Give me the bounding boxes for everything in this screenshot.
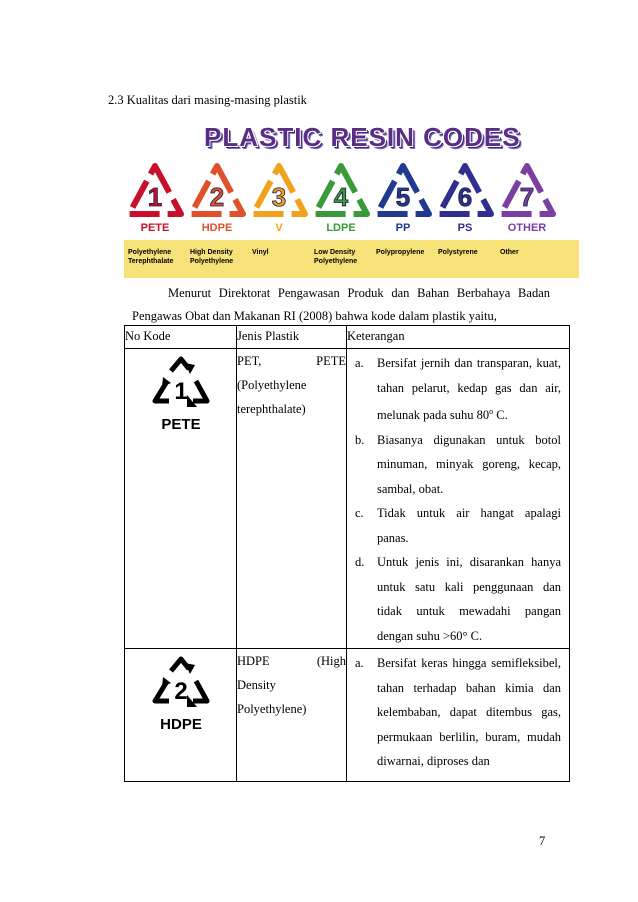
resin-code-abbr: LDPE xyxy=(326,222,356,234)
keterangan-cell xyxy=(346,649,569,782)
resin-code-name: Polypropylene xyxy=(376,249,425,256)
keterangan-item: a. Bersifat jernih dan transparan, kuat, tahan pelarut, kedap gas dan air, melunak pada suhu 80$^o$ C. xyxy=(354,356,561,423)
resin-code-name: Low Density Polyethylene xyxy=(314,249,358,265)
resin-code-name: Other xyxy=(500,249,519,256)
hdpe-recycle-icon xyxy=(149,655,213,737)
resin-code-number: 7 xyxy=(519,182,535,212)
jenis-pete: PETE xyxy=(316,354,346,368)
pete-abbr: PETE xyxy=(160,416,201,433)
table-row xyxy=(125,649,570,782)
keterangan-item: b. Biasanya digunakan untuk botol minuman, minyak goreng, kecap, sambal, obat. xyxy=(354,432,561,496)
banner-title: PLASTIC RESIN CODES xyxy=(204,122,521,152)
resin-code-5-icon xyxy=(377,166,429,214)
resin-code-number: 4 xyxy=(333,182,349,212)
resin-code-1-icon xyxy=(129,166,181,214)
section-heading: 2.3 Kualitas dari masing-masing plastik xyxy=(108,93,307,107)
jenis-line-3: terephthalate) xyxy=(237,402,306,416)
page-number: 7 xyxy=(539,834,546,848)
resin-code-4-icon xyxy=(315,166,367,214)
jenis-line-3: Polyethylene) xyxy=(237,702,307,717)
jenis-line-2: Density xyxy=(237,678,276,693)
resin-names-band xyxy=(124,240,579,278)
code-cell xyxy=(125,649,237,782)
resin-code-number: 6 xyxy=(457,182,473,212)
resin-code-number: 1 xyxy=(147,182,163,212)
jenis-hdpe: HDPE xyxy=(237,654,270,669)
header-no-kode: No Kode xyxy=(125,326,237,349)
table-header-row xyxy=(125,326,570,349)
resin-code-2-icon xyxy=(191,166,243,214)
intro-paragraph xyxy=(132,282,550,328)
plastic-code-table xyxy=(124,325,570,782)
resin-code-number: 3 xyxy=(271,182,287,212)
jenis-line-2: (Polyethylene xyxy=(237,378,307,392)
intro-line-1: Menurut Direktorat Pengawasan Produk dan Bahan Berbahaya Badan xyxy=(168,286,550,300)
resin-code-number: 2 xyxy=(209,182,225,212)
jenis-cell xyxy=(237,349,347,649)
resin-code-name: Polystyrene xyxy=(438,249,478,256)
header-jenis-plastik: Jenis Plastik xyxy=(237,326,347,349)
code-cell xyxy=(125,349,237,649)
resin-code-abbr: HDPE xyxy=(201,222,233,234)
hdpe-abbr: HDPE xyxy=(159,716,202,734)
resin-code-name: High Density Polyethylene xyxy=(190,249,234,265)
resin-code-abbr: PETE xyxy=(140,222,170,234)
jenis-high: (High xyxy=(316,654,346,669)
resin-code-6-icon xyxy=(439,166,491,214)
resin-code-3-icon xyxy=(253,166,305,214)
resin-code-name: Polyethylene Terephthalate xyxy=(128,249,174,265)
pete-recycle-icon xyxy=(149,355,213,437)
keterangan-cell xyxy=(346,349,569,649)
intro-line-2: Pengawas Obat dan Makanan RI (2008) bahwa kode dalam plastik yaitu, xyxy=(132,309,497,323)
resin-code-abbr: V xyxy=(275,222,283,234)
resin-code-number: 5 xyxy=(395,182,411,212)
resin-code-name: Vinyl xyxy=(252,249,269,256)
resin-code-icons xyxy=(124,162,564,222)
keterangan-item: d. Untuk jenis ini, disarankan hanya untuk satu kali penggunaan dan tidak untuk mewadahi pangan dengan suhu >60° C. xyxy=(354,555,561,643)
resin-code-abbr: PP xyxy=(395,222,411,234)
header-keterangan: Keterangan xyxy=(346,326,569,349)
jenis-cell xyxy=(237,649,347,782)
jenis-pet: PET, xyxy=(237,354,262,368)
hdpe-number: 2 xyxy=(173,678,188,706)
resin-code-abbr: OTHER xyxy=(507,222,547,234)
keterangan-item: a. Bersifat keras hingga semifleksibel, tahan terhadap bahan kimia dan kelembaban, dapat ditembus gas, permukaan berlilin, buram, mudah diwarnai, diproses dan xyxy=(354,656,561,769)
pete-number: 1 xyxy=(173,378,188,405)
table-row xyxy=(125,349,570,649)
resin-codes-banner xyxy=(124,122,564,278)
keterangan-item: c. Tidak untuk air hangat apalagi panas. xyxy=(354,506,561,545)
resin-code-abbr: PS xyxy=(457,222,473,234)
resin-code-7-icon xyxy=(501,166,553,214)
